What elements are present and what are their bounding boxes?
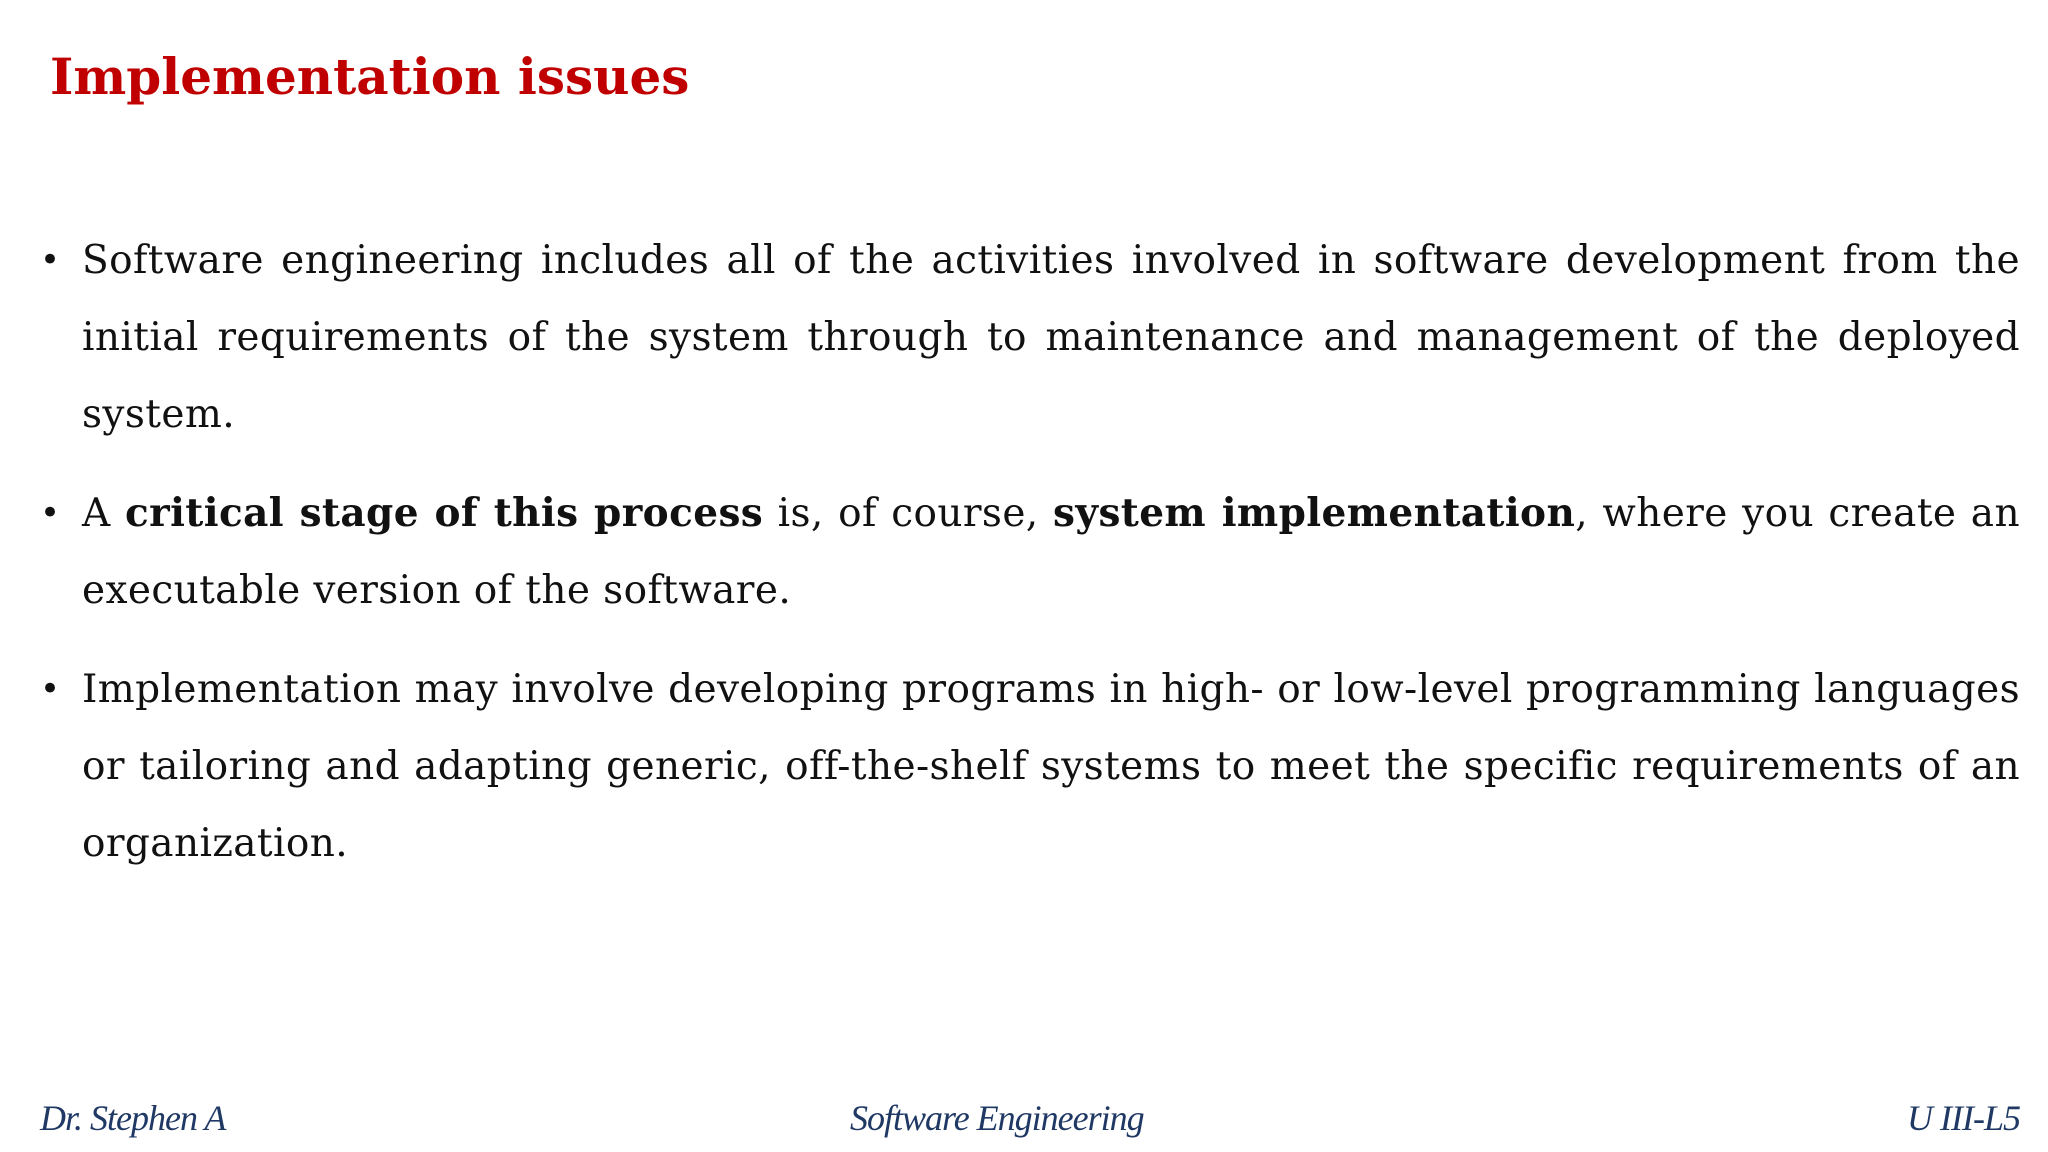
bullet-item-critical-stage bbox=[40, 475, 2020, 629]
slide-title: Implementation issues bbox=[50, 47, 690, 106]
bold-phrase-system-implementation: system implementation bbox=[1053, 490, 1576, 536]
footer-unit-lesson: U III-L5 bbox=[1907, 1098, 2020, 1138]
bullet-item-implementation bbox=[40, 651, 2020, 882]
bullet-item-software-engineering bbox=[40, 222, 2020, 453]
bold-phrase-critical-stage: critical stage of this process bbox=[125, 490, 764, 536]
bullet-text-segment: , where you create an executable version of the software. bbox=[82, 491, 2020, 613]
bullet-icon: • bbox=[40, 493, 61, 533]
footer-author: Dr. Stephen A bbox=[40, 1098, 226, 1138]
bullet-icon: • bbox=[40, 669, 61, 709]
bullet-text: Software engineering includes all of the activities involved in software development from the initial requirements of the system through to maintenance and management of the deployed system. bbox=[82, 238, 2020, 437]
bullet-text: Implementation may involve developing programs in high- or low-level programming languages or tailoring and adapting generic, off-the-shelf systems to meet the specific requirements of an organization. bbox=[82, 667, 2020, 866]
bullet-text-segment: is, of course, bbox=[763, 491, 1054, 536]
bullet-list bbox=[40, 222, 2020, 904]
footer-course: Software Engineering bbox=[850, 1098, 1144, 1138]
bullet-text-segment: A bbox=[82, 491, 125, 536]
bullet-icon: • bbox=[40, 240, 61, 280]
